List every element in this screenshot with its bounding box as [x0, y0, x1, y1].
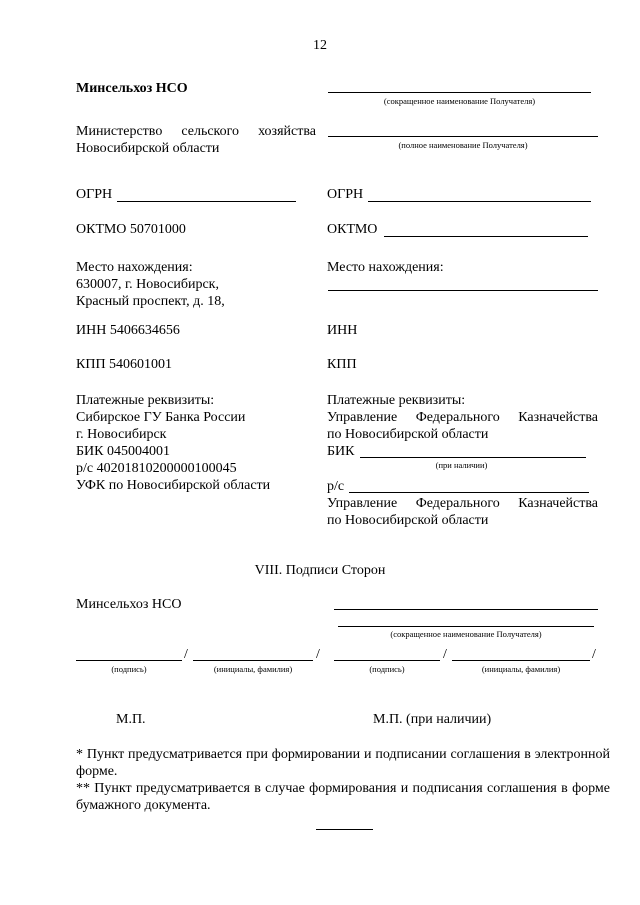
left-signature-slash2: / — [316, 647, 320, 662]
left-short-name: Минсельхоз НСО — [76, 81, 188, 96]
left-ogrn-label: ОГРН — [76, 187, 113, 202]
left-signature-line — [76, 660, 182, 661]
left-inn: ИНН 5406634656 — [76, 323, 180, 338]
right-treasury2-line1: Управление Федерального Казначейства — [327, 496, 598, 511]
right-bik-caption: (при наличии) — [435, 460, 488, 470]
footnote-2: ** Пункт предусматривается в случае формирования и подписания соглашения в форме бумажного документа. — [76, 781, 610, 813]
left-full-name-line1: Министерство сельского хозяйства — [76, 124, 316, 139]
right-rs-line — [349, 492, 589, 493]
left-oktmo: ОКТМО 50701000 — [76, 222, 186, 237]
page-number: 12 — [313, 38, 327, 53]
right-signature-caption: (подпись) — [369, 664, 405, 674]
stamp-left: М.П. — [116, 712, 146, 727]
signatures-right-caption: (сокращенное наименование Получателя) — [390, 629, 542, 639]
right-oktmo-label: ОКТМО — [327, 222, 378, 237]
left-payment-label: Платежные реквизиты: — [76, 393, 215, 408]
right-signature-slash2: / — [592, 647, 596, 662]
left-signature-slash1: / — [184, 647, 188, 662]
right-payment-label: Платежные реквизиты: — [327, 393, 466, 408]
signatures-heading: VIII. Подписи Сторон — [254, 563, 386, 578]
right-bik-line — [360, 457, 586, 458]
right-full-name-caption: (полное наименование Получателя) — [398, 140, 528, 150]
right-signature-slash1: / — [443, 647, 447, 662]
signatures-right-line1 — [334, 609, 598, 610]
right-inn-label: ИНН — [327, 323, 358, 338]
right-signature-line — [334, 660, 440, 661]
left-payment-line3: БИК 045004001 — [76, 444, 170, 459]
right-short-name-line — [328, 92, 591, 93]
left-location-label: Место нахождения: — [76, 260, 193, 275]
right-ogrn-label: ОГРН — [327, 187, 364, 202]
right-bik-label: БИК — [327, 444, 355, 459]
right-oktmo-line — [384, 236, 588, 237]
end-rule — [316, 829, 373, 830]
left-full-name-line2: Новосибирской области — [76, 141, 220, 156]
left-payment-line5: УФК по Новосибирской области — [76, 478, 271, 493]
signatures-right-line2 — [338, 626, 594, 627]
left-ogrn-line — [117, 201, 296, 202]
left-initials-caption: (инициалы, фамилия) — [213, 664, 293, 674]
left-payment-line1: Сибирское ГУ Банка России — [76, 410, 246, 425]
left-location-line2: Красный проспект, д. 18, — [76, 294, 225, 309]
right-short-name-caption: (сокращенное наименование Получателя) — [383, 96, 536, 106]
signatures-left-party: Минсельхоз НСО — [76, 597, 182, 612]
right-initials-line — [452, 660, 590, 661]
left-location-line1: 630007, г. Новосибирск, — [76, 277, 219, 292]
left-payment-line2: г. Новосибирск — [76, 427, 167, 442]
left-payment-line4: р/с 40201810200000100045 — [76, 461, 237, 476]
right-treasury2-line2: по Новосибирской области — [327, 513, 489, 528]
right-treasury-line2: по Новосибирской области — [327, 427, 489, 442]
right-full-name-line — [328, 136, 598, 137]
right-rs-label: р/с — [327, 479, 345, 494]
right-location-line — [328, 290, 598, 291]
right-treasury-line1: Управление Федерального Казначейства — [327, 410, 598, 425]
left-signature-caption: (подпись) — [111, 664, 147, 674]
right-kpp-label: КПП — [327, 357, 357, 372]
left-kpp: КПП 540601001 — [76, 357, 173, 372]
stamp-right: М.П. (при наличии) — [373, 712, 492, 727]
right-location-label: Место нахождения: — [327, 260, 444, 275]
right-ogrn-line — [368, 201, 591, 202]
right-initials-caption: (инициалы, фамилия) — [481, 664, 561, 674]
footnote-1: * Пункт предусматривается при формировании и подписании соглашения в электронной форме. — [76, 747, 610, 779]
left-initials-line — [193, 660, 313, 661]
